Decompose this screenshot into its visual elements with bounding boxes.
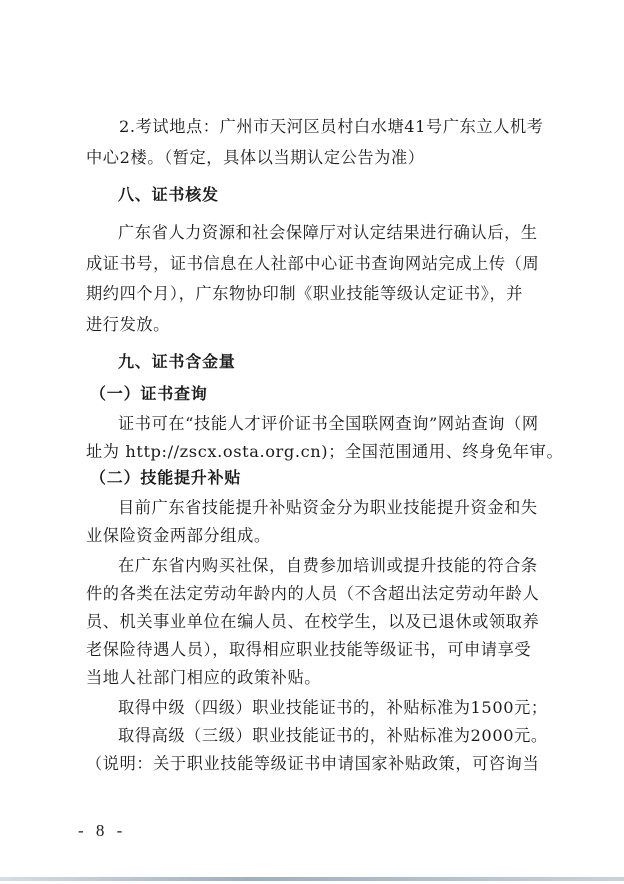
issuance-paragraph-line-2: 成证书号，证书信息在人社部中心证书查询网站完成上传（周 (86, 254, 540, 273)
note-line: （说明：关于职业技能等级证书申请国家补贴政策，可咨询当 (86, 754, 540, 773)
issuance-paragraph-line-3: 期约四个月），广东物协印制《职业技能等级认定证书》，并 (86, 284, 524, 303)
exam-location-line: 2.考试地点：广州市天河区员村白水塘41号广东立人机考 (119, 117, 544, 136)
query-paragraph-line-2: 址为 http://zscx.osta.org.cn)；全国范围通用、终身免年审。 (86, 442, 564, 461)
page-number: - 8 - (78, 821, 127, 840)
subsidy-paragraph-line-1: 目前广东省技能提升补贴资金分为职业技能提升资金和失 (118, 498, 538, 517)
eligibility-paragraph-line-3: 员、机关事业单位在编人员、在校学生，以及已退休或领取养 (86, 612, 540, 631)
eligibility-paragraph-line-1: 在广东省内购买社保，自费参加培训或提升技能的符合条 (118, 556, 538, 575)
subsidy-paragraph-line-2: 业保险资金两部分组成。 (86, 526, 271, 545)
eligibility-paragraph-line-5: 当地人社部门相应的政策补贴。 (86, 668, 322, 687)
subheading-skill-subsidy: （二）技能提升补贴 (90, 468, 242, 487)
query-paragraph-line-1: 证书可在“技能人才评价证书全国联网查询”网站查询（网 (118, 414, 539, 433)
bottom-edge-rule (0, 877, 624, 881)
eligibility-paragraph-line-4: 老保险待遇人员），取得相应职业技能等级证书，可申请享受 (86, 640, 532, 659)
exam-location-line-cont: 中心2楼。（暂定，具体以当期认定公告为准） (86, 148, 425, 167)
subheading-certificate-query: （一）证书查询 (90, 384, 208, 403)
eligibility-paragraph-line-2: 件的各类在法定劳动年龄内的人员（不含超出法定劳动年龄人 (86, 584, 540, 603)
issuance-paragraph-line-1: 广东省人力资源和社会保障厅对认定结果进行确认后，生 (118, 223, 538, 242)
section-heading-certificate-value: 九、证书含金量 (118, 352, 236, 371)
section-heading-certificate-issuance: 八、证书核发 (118, 185, 219, 204)
intermediate-subsidy-line: 取得中级（四级）职业技能证书的，补贴标准为1500元； (118, 698, 548, 717)
issuance-paragraph-line-4: 进行发放。 (86, 315, 170, 334)
advanced-subsidy-line: 取得高级（三级）职业技能证书的，补贴标准为2000元。 (118, 726, 548, 745)
